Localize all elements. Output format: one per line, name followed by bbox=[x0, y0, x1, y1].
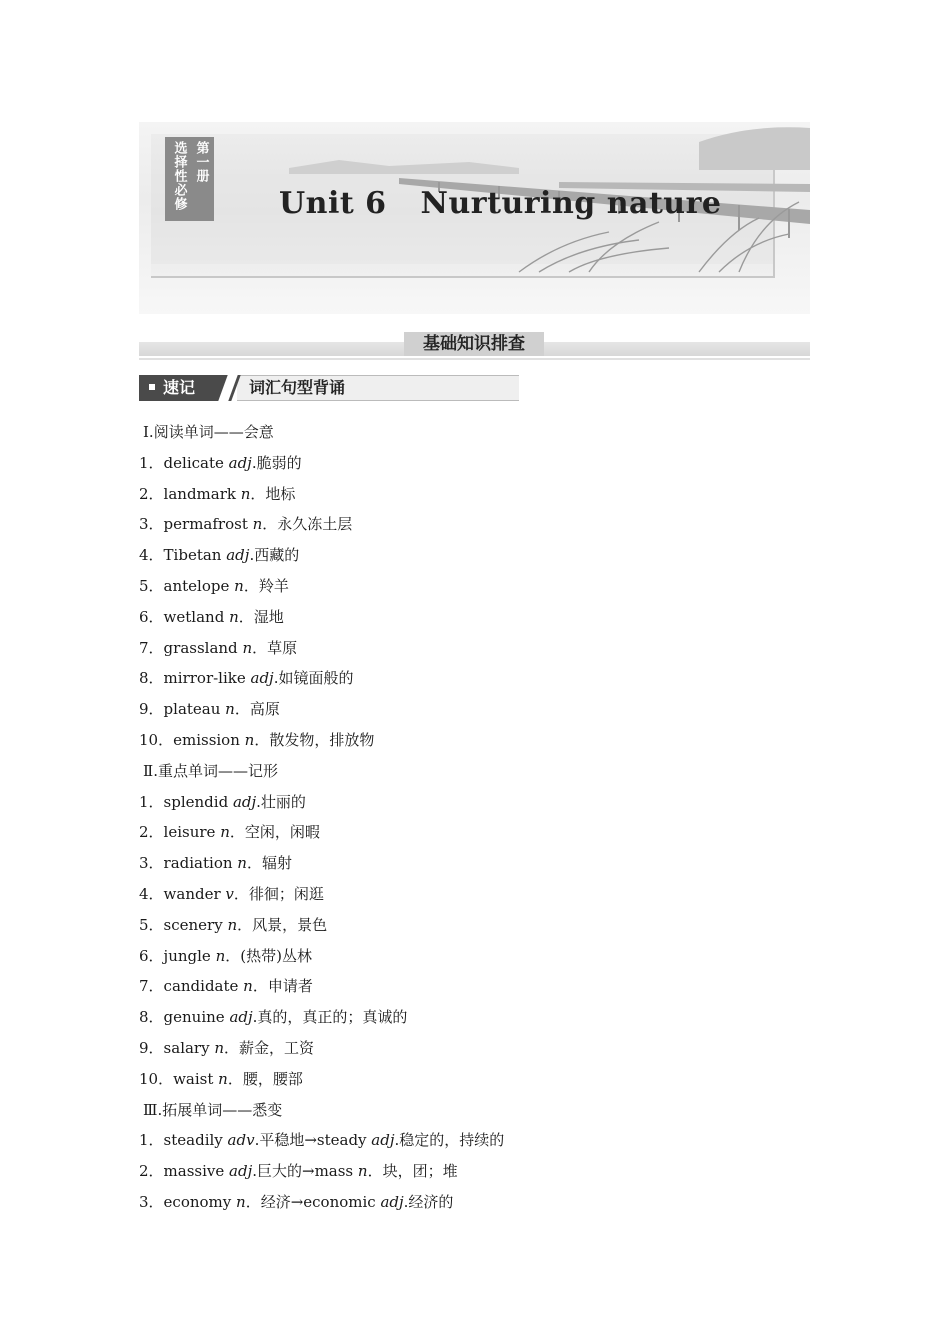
item-word: wetland bbox=[163, 607, 230, 626]
vocab-item bbox=[139, 1064, 819, 1095]
vocab-item bbox=[139, 571, 819, 602]
item-pos: n bbox=[227, 915, 238, 934]
item-number: 1． bbox=[139, 453, 164, 472]
item-meaning: .如镜面般的 bbox=[273, 669, 354, 688]
book-volume-col2: 选择性必修 bbox=[171, 141, 187, 211]
item-pos: n bbox=[242, 638, 253, 657]
item-meaning: ．辐射 bbox=[246, 854, 292, 873]
item-pos: adj bbox=[226, 546, 250, 565]
item-meaning: .壮丽的 bbox=[256, 792, 306, 811]
item-pos: adj bbox=[250, 669, 274, 688]
item-number: 4． bbox=[139, 546, 164, 565]
vocab-item bbox=[139, 817, 819, 848]
item-pos: n bbox=[218, 1069, 228, 1088]
vocab-item bbox=[139, 1033, 819, 1064]
vocab-item bbox=[139, 941, 819, 972]
item-word: scenery bbox=[163, 915, 228, 934]
section-header-underline bbox=[139, 358, 810, 360]
item-word: candidate bbox=[163, 977, 244, 996]
item-number: 5． bbox=[139, 915, 164, 934]
item-word: waist bbox=[173, 1069, 219, 1088]
item-meaning: ．散发物，排放物 bbox=[254, 730, 375, 749]
item-meaning: .巨大的→mass bbox=[252, 1162, 358, 1181]
item-meaning: .脆弱的 bbox=[251, 453, 302, 472]
item-word: wander bbox=[163, 884, 226, 903]
item-pos-derived: adj bbox=[371, 1131, 395, 1150]
vocab-item bbox=[139, 1125, 819, 1156]
item-word: antelope bbox=[163, 576, 235, 595]
item-number: 10． bbox=[139, 1069, 174, 1088]
unit-banner bbox=[139, 122, 810, 314]
item-pos: n bbox=[215, 946, 226, 965]
item-number: 7． bbox=[139, 977, 164, 996]
item-word: salary bbox=[163, 1038, 215, 1057]
item-word: radiation bbox=[163, 854, 238, 873]
item-pos: adj bbox=[229, 1162, 253, 1181]
vocab-item bbox=[139, 1002, 819, 1033]
item-pos-derived: adj bbox=[380, 1192, 404, 1211]
item-number: 3． bbox=[139, 515, 164, 534]
item-meaning: ．申请者 bbox=[252, 977, 313, 996]
item-pos: n bbox=[234, 576, 244, 595]
item-number: 9． bbox=[139, 700, 164, 719]
item-meaning: ．腰，腰部 bbox=[227, 1069, 303, 1088]
item-meaning: ．湿地 bbox=[238, 607, 284, 626]
item-number: 10． bbox=[139, 730, 174, 749]
item-word: permafrost bbox=[163, 515, 253, 534]
item-meaning: ．高原 bbox=[234, 700, 280, 719]
item-number: 5． bbox=[139, 576, 164, 595]
item-pos: adj bbox=[229, 1008, 253, 1027]
topic-tag bbox=[139, 375, 519, 403]
item-word: landmark bbox=[163, 484, 241, 503]
item-meaning: ．草原 bbox=[252, 638, 298, 657]
item-word: emission bbox=[173, 730, 245, 749]
item-pos: n bbox=[220, 823, 230, 842]
item-number: 8． bbox=[139, 669, 164, 688]
vocab-item bbox=[139, 787, 819, 818]
vocab-item bbox=[139, 602, 819, 633]
unit-name: Nurturing nature bbox=[420, 186, 722, 221]
item-meaning-derived: .经济的 bbox=[403, 1192, 454, 1211]
vocab-item bbox=[139, 879, 819, 910]
item-meaning: ．空闲，闲暇 bbox=[229, 823, 320, 842]
item-number: 2． bbox=[139, 484, 164, 503]
item-meaning: ．风景，景色 bbox=[237, 915, 328, 934]
item-meaning: ．羚羊 bbox=[243, 576, 289, 595]
item-pos: n bbox=[240, 484, 251, 503]
vocab-item bbox=[139, 971, 819, 1002]
vocab-item bbox=[139, 1187, 819, 1218]
vocab-item bbox=[139, 910, 819, 941]
item-number: 1． bbox=[139, 1131, 164, 1150]
vocab-item bbox=[139, 448, 819, 479]
vocab-item bbox=[139, 848, 819, 879]
vocab-item bbox=[139, 540, 819, 571]
item-meaning: ．经济→economic bbox=[245, 1192, 381, 1211]
unit-number: Unit 6 bbox=[279, 186, 387, 221]
item-number: 4． bbox=[139, 884, 164, 903]
item-pos: n bbox=[229, 607, 239, 626]
item-meaning: .平稳地→steady bbox=[254, 1131, 372, 1150]
item-pos: n bbox=[237, 854, 247, 873]
topic-tag-subtitle-text: 词汇句型背诵 bbox=[249, 378, 346, 397]
item-meaning: ．徘徊；闲逛 bbox=[233, 884, 324, 903]
item-meaning: ．永久冻土层 bbox=[262, 515, 353, 534]
item-pos: n bbox=[243, 977, 253, 996]
item-word: plateau bbox=[163, 700, 226, 719]
book-volume-tag bbox=[165, 137, 214, 221]
item-word: leisure bbox=[163, 823, 221, 842]
topic-tag-label bbox=[139, 375, 231, 401]
item-meaning: .真的，真正的；真诚的 bbox=[252, 1008, 408, 1027]
section-heading: Ⅲ.拓展单词——悉变 bbox=[143, 1100, 283, 1119]
item-word: delicate bbox=[163, 453, 229, 472]
vocab-item bbox=[139, 725, 819, 756]
item-word: splendid bbox=[163, 792, 233, 811]
topic-tag-label-text: 速记 bbox=[163, 378, 196, 397]
section-title: 基础知识排查 bbox=[404, 332, 544, 356]
item-word: Tibetan bbox=[163, 546, 227, 565]
item-meaning: ．(热带)丛林 bbox=[225, 946, 312, 965]
item-meaning: .西藏的 bbox=[249, 546, 300, 565]
item-pos: n bbox=[244, 730, 255, 749]
item-pos: adj bbox=[228, 453, 252, 472]
section-header bbox=[139, 332, 810, 360]
vocab-item bbox=[139, 663, 819, 694]
book-volume-col1: 第一册 bbox=[193, 141, 209, 183]
item-meaning: ．薪金，工资 bbox=[224, 1038, 315, 1057]
unit-title bbox=[279, 186, 722, 221]
topic-tag-subtitle bbox=[237, 375, 519, 401]
item-number: 2． bbox=[139, 1162, 164, 1181]
item-word: economy bbox=[163, 1192, 237, 1211]
item-word: jungle bbox=[163, 946, 216, 965]
item-word: grassland bbox=[163, 638, 243, 657]
item-meaning: ．地标 bbox=[250, 484, 296, 503]
square-bullet-icon bbox=[149, 384, 155, 390]
item-word: massive bbox=[163, 1162, 230, 1181]
item-pos-derived: n bbox=[357, 1162, 368, 1181]
item-pos: n bbox=[236, 1192, 246, 1211]
item-pos: n bbox=[252, 515, 263, 534]
item-word: mirror-like bbox=[163, 669, 251, 688]
item-number: 8． bbox=[139, 1008, 164, 1027]
item-number: 3． bbox=[139, 1192, 164, 1211]
item-number: 6． bbox=[139, 946, 164, 965]
vocab-item bbox=[139, 1156, 819, 1187]
vocabulary-list bbox=[139, 417, 819, 1218]
vocab-item bbox=[139, 694, 819, 725]
vocab-item bbox=[139, 479, 819, 510]
item-pos: n bbox=[214, 1038, 225, 1057]
item-word: genuine bbox=[163, 1008, 230, 1027]
item-meaning-derived: .稳定的，持续的 bbox=[394, 1131, 505, 1150]
item-number: 6． bbox=[139, 607, 164, 626]
item-number: 2． bbox=[139, 823, 164, 842]
item-number: 7． bbox=[139, 638, 164, 657]
item-pos: v bbox=[225, 884, 234, 903]
item-number: 9． bbox=[139, 1038, 164, 1057]
item-meaning-derived: ．块，团；堆 bbox=[367, 1162, 458, 1181]
item-pos: adj bbox=[232, 792, 257, 811]
section-heading: Ⅱ.重点单词——记形 bbox=[143, 761, 278, 780]
vocab-item bbox=[139, 509, 819, 540]
section-heading: Ⅰ.阅读单词——会意 bbox=[143, 423, 274, 441]
item-word: steadily bbox=[163, 1131, 228, 1150]
item-pos: n bbox=[225, 700, 235, 719]
vocab-item bbox=[139, 633, 819, 664]
item-number: 1． bbox=[139, 792, 164, 811]
item-pos: adv bbox=[227, 1131, 255, 1150]
item-number: 3． bbox=[139, 854, 164, 873]
